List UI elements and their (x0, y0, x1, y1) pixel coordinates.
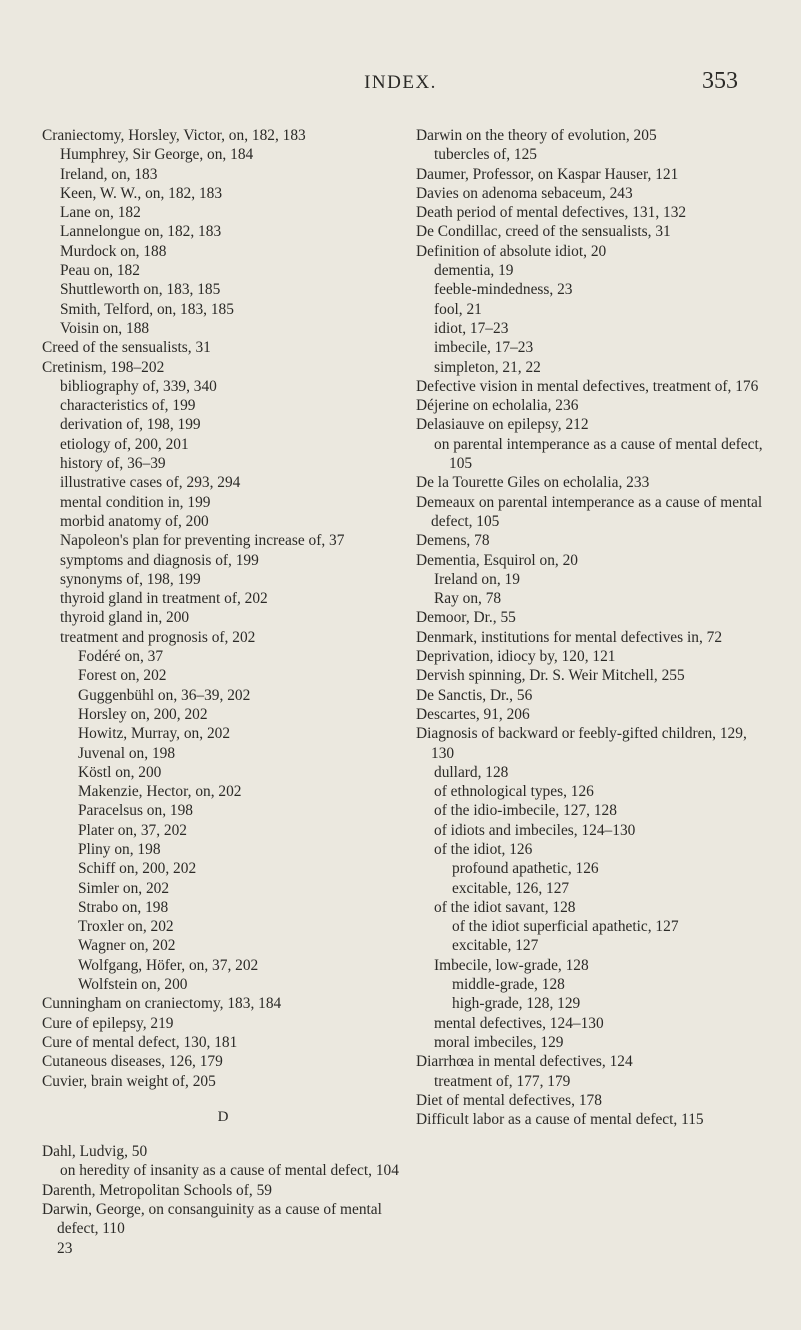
index-entry: Demoor, Dr., 55 (416, 609, 516, 627)
index-subentry: simpleton, 21, 22 (434, 358, 541, 376)
index-entry: Daumer, Professor, on Kaspar Hauser, 121 (416, 165, 679, 183)
index-subentry: Guggenbühl on, 36–39, 202 (78, 686, 251, 704)
index-entry: Creed of the sensualists, 31 (42, 339, 211, 357)
index-entry: Diet of mental defectives, 178 (416, 1091, 602, 1109)
index-subentry: of the idiot savant, 128 (434, 898, 576, 916)
page-header (0, 68, 801, 102)
index-subentry: Pliny on, 198 (78, 840, 161, 858)
index-subentry: Wolfstein on, 200 (78, 976, 188, 994)
index-subentry: Shuttleworth on, 183, 185 (60, 281, 221, 299)
index-subentry: Lannelongue on, 182, 183 (60, 223, 222, 241)
index-subentry: of the idiot, 126 (434, 840, 533, 858)
index-subentry: Peau on, 182 (60, 262, 140, 280)
index-entry: Darwin on the theory of evolution, 205 (416, 127, 657, 144)
index-subentry: Troxler on, 202 (78, 918, 174, 936)
index-entry: Demeaux on parental intemperance as a cause of mental defect, 105 (416, 493, 763, 530)
left-entries-d (42, 1142, 404, 1238)
index-subentry: Murdock on, 188 (60, 242, 167, 260)
index-subentry: middle-grade, 128 (452, 976, 565, 994)
index-subentry: Wolfgang, Höfer, on, 37, 202 (78, 956, 259, 974)
index-subentry: Fodéré on, 37 (78, 648, 164, 666)
index-subentry: Humphrey, Sir George, on, 184 (60, 146, 254, 164)
index-entry: Dahl, Ludvig, 50 (42, 1143, 148, 1161)
index-entry: Dervish spinning, Dr. S. Weir Mitchell, 255 (416, 667, 685, 685)
index-entry: Denmark, institutions for mental defectives in, 72 (416, 628, 723, 646)
index-subentry: profound apathetic, 126 (452, 860, 599, 878)
index-subentry: Simler on, 202 (78, 879, 170, 897)
index-entry: Cutaneous diseases, 126, 179 (42, 1053, 223, 1071)
index-subentry: derivation of, 198, 199 (60, 416, 201, 434)
index-subentry: imbecile, 17–23 (434, 339, 534, 357)
index-subentry: excitable, 126, 127 (452, 879, 570, 897)
index-subentry: Köstl on, 200 (78, 763, 162, 781)
index-subentry: of the idio-imbecile, 127, 128 (434, 802, 617, 820)
index-entry: Déjerine on echolalia, 236 (416, 397, 579, 415)
index-entry: Cretinism, 198–202 (42, 358, 165, 376)
index-subentry: Horsley on, 200, 202 (78, 705, 208, 723)
index-subentry: treatment and prognosis of, 202 (60, 628, 256, 646)
index-entry: De Condillac, creed of the sensualists, 31 (416, 223, 671, 241)
index-entry: Defective vision in mental defectives, treatment of, 176 (416, 377, 759, 395)
index-subentry: Strabo on, 198 (78, 898, 169, 916)
index-subentry: symptoms and diagnosis of, 199 (60, 551, 259, 569)
index-column-right (416, 126, 768, 1129)
section-letter-d: D (217, 1108, 229, 1125)
index-entry: Darwin, George, on consanguinity as a cause of mental defect, 110 (42, 1201, 382, 1238)
index-entry: Cure of epilepsy, 219 (42, 1014, 174, 1032)
index-subentry: Wagner on, 202 (78, 937, 176, 955)
index-entry: Darenth, Metropolitan Schools of, 59 (42, 1181, 272, 1199)
index-subentry: synonyms of, 198, 199 (60, 570, 201, 588)
index-subentry: Ray on, 78 (434, 590, 502, 608)
index-entry: Delasiauve on epilepsy, 212 (416, 416, 589, 434)
index-subentry: Voisin on, 188 (60, 319, 150, 337)
index-subentry: on heredity of insanity as a cause of mental defect, 104 (60, 1162, 399, 1180)
index-entry: Diarrhœa in mental defectives, 124 (416, 1053, 633, 1071)
index-subentry: Ireland, on, 183 (60, 165, 158, 183)
index-subentry: Schiff on, 200, 202 (78, 860, 197, 878)
index-subentry: of idiots and imbeciles, 124–130 (434, 821, 636, 839)
index-subentry: of ethnological types, 126 (434, 783, 594, 801)
index-entry: Difficult labor as a cause of mental defect, 115 (416, 1111, 704, 1129)
index-subentry: thyroid gland in, 200 (60, 609, 190, 627)
index-entry: Demens, 78 (416, 532, 490, 550)
index-subentry: of the idiot superficial apathetic, 127 (452, 918, 679, 936)
index-subentry: Plater on, 37, 202 (78, 821, 188, 839)
index-subentry: Ireland on, 19 (434, 570, 520, 588)
index-subentry: mental defectives, 124–130 (434, 1014, 604, 1032)
index-subentry: thyroid gland in treatment of, 202 (60, 590, 268, 608)
index-subentry: Howitz, Murray, on, 202 (78, 725, 231, 743)
left-entries (42, 126, 404, 1091)
index-subentry: high-grade, 128, 129 (452, 995, 581, 1013)
index-subentry: Paracelsus on, 198 (78, 802, 193, 820)
index-subentry: on parental intemperance as a cause of mental defect, 105 (434, 435, 763, 473)
index-entry: Dementia, Esquirol on, 20 (416, 551, 578, 569)
index-subentry: dullard, 128 (434, 763, 509, 781)
index-subentry: fool, 21 (434, 300, 482, 318)
index-subentry: history of, 36–39 (60, 455, 166, 473)
index-subentry: excitable, 127 (452, 937, 539, 955)
index-subentry: feeble-mindedness, 23 (434, 281, 573, 299)
index-subentry: mental condition in, 199 (60, 493, 211, 511)
index-subentry: Imbecile, low-grade, 128 (434, 956, 589, 974)
index-subentry: dementia, 19 (434, 262, 514, 280)
signature-mark: 23 (57, 1239, 73, 1257)
index-entry: Definition of absolute idiot, 20 (416, 242, 607, 260)
index-subentry: Forest on, 202 (78, 667, 167, 685)
index-entry: Death period of mental defectives, 131, 132 (416, 204, 687, 222)
index-subentry: illustrative cases of, 293, 294 (60, 474, 241, 492)
index-subentry: Napoleon's plan for preventing increase of, 37 (60, 532, 345, 550)
index-subentry: Keen, W. W., on, 182, 183 (60, 184, 223, 202)
index-entry: De Sanctis, Dr., 56 (416, 686, 533, 704)
index-entry: Deprivation, idiocy by, 120, 121 (416, 648, 616, 666)
index-entry: Cure of mental defect, 130, 181 (42, 1033, 238, 1051)
index-column-left (42, 126, 404, 1258)
index-subentry: tubercles of, 125 (434, 146, 537, 164)
index-subentry: Makenzie, Hector, on, 202 (78, 783, 242, 801)
page-title: INDEX. (364, 72, 437, 93)
index-subentry: Juvenal on, 198 (78, 744, 176, 762)
index-entry: Craniectomy, Horsley, Victor, on, 182, 183 (42, 127, 306, 144)
page-number: 353 (702, 68, 738, 94)
index-subentry: Lane on, 182 (60, 204, 141, 222)
index-entry: Cuvier, brain weight of, 205 (42, 1072, 216, 1090)
index-subentry: Smith, Telford, on, 183, 185 (60, 300, 234, 318)
index-subentry: bibliography of, 339, 340 (60, 377, 217, 395)
index-entry: Diagnosis of backward or feebly-gifted children, 129, 130 (416, 725, 747, 762)
index-entry: Cunningham on craniectomy, 183, 184 (42, 995, 282, 1013)
right-entries (416, 126, 768, 1129)
index-subentry: moral imbeciles, 129 (434, 1033, 564, 1051)
index-subentry: idiot, 17–23 (434, 319, 509, 337)
index-entry: Davies on adenoma sebaceum, 243 (416, 184, 633, 202)
index-entry: Descartes, 91, 206 (416, 705, 530, 723)
index-subentry: treatment of, 177, 179 (434, 1072, 571, 1090)
index-entry: De la Tourette Giles on echolalia, 233 (416, 474, 650, 492)
index-subentry: etiology of, 200, 201 (60, 435, 189, 453)
index-subentry: morbid anatomy of, 200 (60, 512, 209, 530)
index-subentry: characteristics of, 199 (60, 397, 196, 415)
